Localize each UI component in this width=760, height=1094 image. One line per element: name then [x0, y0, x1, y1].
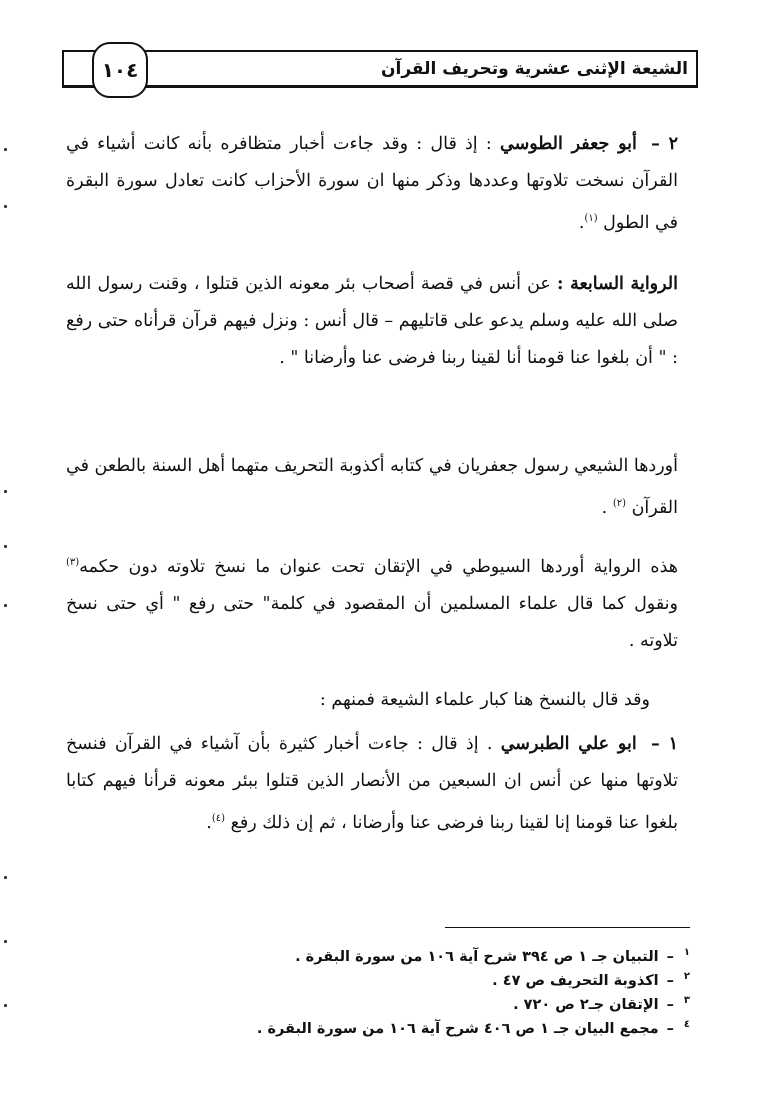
paragraph-text: ونقول كما قال علماء المسلمين أن المقصود في كلمة" حتى رفع " أي حتى نسخ تلاوته . [66, 593, 678, 651]
author-name: ابو علي الطبرسي [500, 734, 637, 754]
footnote-text: التبيان جـ ١ ص ٣٩٤ شرح آية ١٠٦ من سورة البقرة . [295, 948, 659, 965]
sentence-end: . [601, 497, 608, 518]
scan-mark [4, 604, 7, 607]
paragraph-jafarian [66, 448, 678, 527]
footnote-ref: (١) [584, 213, 598, 224]
paragraph-tabarsi [66, 726, 678, 842]
footnote-ref: (٢) [612, 498, 626, 509]
paragraph-text: وقد قال بالنسخ هنا كبار علماء الشيعة فمنهم : [319, 690, 650, 710]
narration-label: الرواية السابعة : [556, 274, 678, 294]
scan-mark [4, 876, 7, 879]
footnote-index: ٤ [683, 1019, 690, 1030]
paragraph-text: أوردها الشيعي رسول جعفريان في كتابه أكذوبة التحريف متهما أهل السنة بالطعن في القرآن [66, 456, 678, 518]
footnote-text: الإتقان جـ٢ ص ٧٢٠ . [513, 996, 659, 1013]
paragraph-suyuti [66, 544, 678, 660]
footnote-dash: – [666, 996, 674, 1013]
sentence-end: . [206, 812, 212, 833]
scan-mark [4, 490, 7, 493]
header-title: الشيعة الإثنى عشرية وتحريف القرآن [381, 59, 688, 79]
footnote-index: ٢ [683, 971, 690, 982]
paragraph-text: . إذ قال : جاءت أخبار كثيرة بأن آشياء في القرآن فنسخ تلاوتها منها عن أنس ان السبعين من الأنصار الذين قتلوا ببئر معونه قرأنا فيهم كتابا بلغوا عنا قومنا إنا لقينا ربنا فرضى عنا وأرضانا ، ثم إن ذلك رفع [66, 734, 678, 833]
paragraph-seventh-narration [66, 266, 678, 377]
author-name: أبو جعفر الطوسي [500, 134, 637, 154]
item-number: ١ – [651, 734, 678, 754]
scan-mark [4, 148, 7, 151]
scan-mark [4, 545, 7, 548]
paragraph-text: : إذ قال : وقد جاءت أخبار متظافره بأنه كانت أشياء في القرآن نسخت تلاوتها وعددها وذكر منها ان سورة الأحزاب كانت تعادل سورة البقرة في الطول [66, 134, 678, 233]
footnote-3 [513, 990, 690, 1016]
item-number: ٢ – [651, 134, 678, 154]
footnote-index: ٣ [683, 995, 690, 1006]
footnote-ref: (٤) [211, 813, 225, 824]
paragraph-shia-scholars [66, 682, 650, 719]
footnote-divider [445, 927, 690, 928]
scan-mark [4, 1004, 7, 1007]
footnote-4 [257, 1014, 690, 1040]
footnote-dash: – [666, 948, 674, 965]
paragraph-tusi [66, 126, 678, 242]
paragraph-text: هذه الرواية أوردها السيوطي في الإتقان تحت عنوان ما نسخ تلاوته دون حكمه [79, 556, 678, 577]
footnote-text: اكذوبة التحريف ص ٤٧ . [492, 972, 659, 989]
footnote-text: مجمع البيان جـ ١ ص ٤٠٦ شرح آية ١٠٦ من سورة البقرة . [256, 1020, 659, 1037]
scan-mark [4, 940, 7, 943]
footnote-index: ١ [683, 947, 690, 958]
footnote-dash: – [666, 972, 674, 989]
page-number: ١٠٤ [92, 42, 148, 98]
paragraph-text: عن أنس في قصة أصحاب بئر معونه الذين قتلوا ، وقنت رسول الله صلى الله عليه وسلم يدعو على قاتليهم – قال أنس : ونزل فيهم قرآن قرأناه حتى رفع : " أن بلغوا عنا قومنا أنا لقينا ربنا فرضى عنا وأرضانا " . [66, 274, 678, 368]
footnote-1 [295, 942, 690, 968]
running-header [62, 50, 698, 88]
footnote-2 [492, 966, 690, 992]
scan-mark [4, 205, 7, 208]
footnote-ref: (٣) [66, 557, 80, 568]
sentence-end: . [578, 212, 585, 233]
footnote-dash: – [666, 1020, 674, 1037]
